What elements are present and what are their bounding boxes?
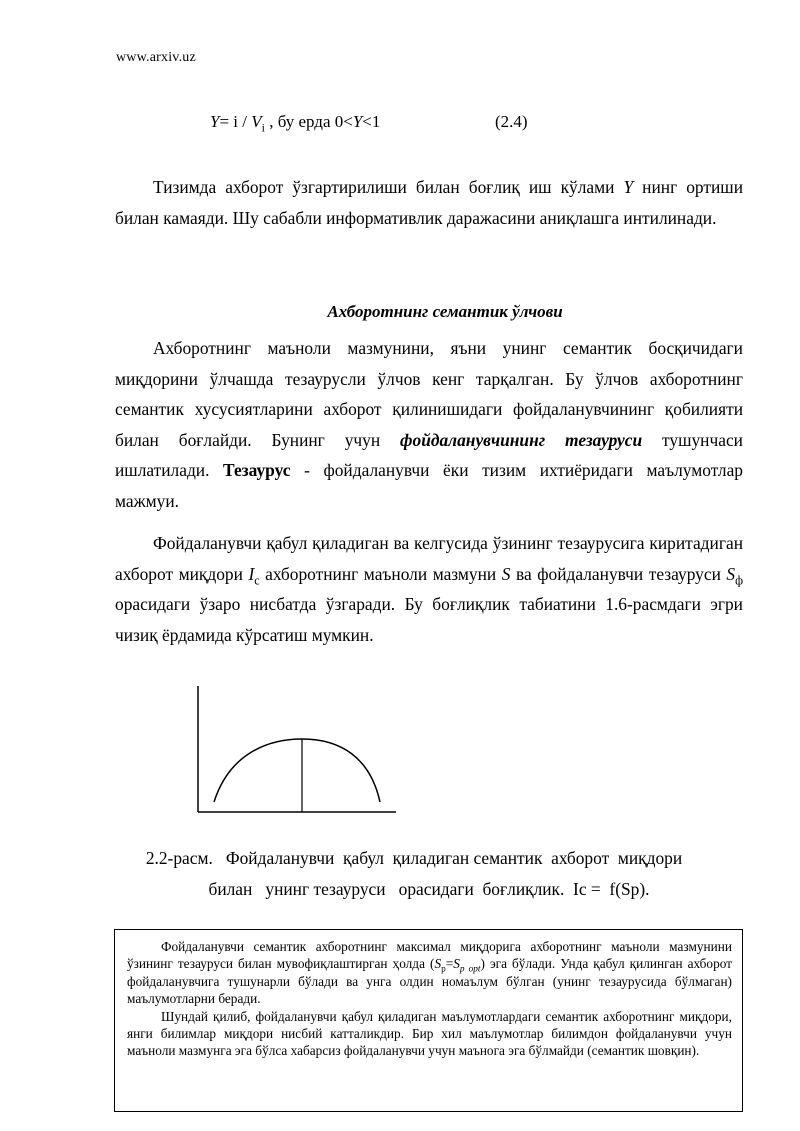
figure-curve [214,739,380,802]
intro-text-b: нинг ортиши билан камаяди. Шу сабабли информативлик даражасини аниқлашга интилинади. [115,177,744,228]
intro-y: Y [623,177,634,197]
formula-y: Y [210,112,220,131]
p2-sf: S [726,563,736,584]
formula-eq: = i / [219,112,252,131]
p2-ic-sub: c [254,573,260,588]
section-heading: Ахборотнинг семантик ўлчови [327,302,563,321]
formula-v: V [251,112,262,131]
formula-2-4 [210,112,528,135]
note-eq: = [445,956,454,972]
note-s-p-opt-sub: p opt [459,965,481,976]
note-s-p: S [434,956,442,972]
p2-text-b: ахборотнинг маъноли мазмуни [259,563,502,584]
p2-text-d: орасидаги ўзаро нисбатда ўзгаради. Бу боғлиқлик табиатини 1.6-расмдаги эгри чизиқ ёрдамида кўрсатиш мумкин. [115,594,743,645]
paragraph-thesaurus [115,333,743,517]
intro-paragraph [115,172,743,233]
p1-text-a: Ахборотнинг маъноли мазмунини, яъни унинг семантик босқичидаги миқдорини ўлчашда тезаурусли ўлчов кенг тарқалган. Бу ўлчов ахборотнинг семантик хусусиятларини ахборот қилинишидаги фойдаланувчининг қобилияти билан боғлайди. Бунинг учун [115,338,743,450]
p1-text-b: тушунчаси ишлатилади. [115,429,743,481]
note-box [114,929,743,1112]
p2-ic: I [248,563,255,584]
p2-text-a: Фойдаланувчи қабул қиладиган ва келгусида ўзининг тезаурусига киритадиган ахборот миқдори [115,533,743,584]
figure-caption-line-2: билан унинг тезауруси орасидаги боғлиқлик. Ic = f(Sp). [208,879,650,899]
formula-condition-suffix: <1 [362,112,381,131]
p2-s: S [501,563,511,584]
formula-v-sub: i [261,120,265,135]
figure-caption [115,843,743,905]
intro-text-a: Тизимда ахборот ўзгартирилиши билан боғлиқ иш кўлами [153,177,624,197]
p1-term-user-thesaurus: фойдаланувчининг тезауруси [400,429,643,450]
p2-text-c: ва фойдаланувчи тезауруси [510,563,727,584]
semantic-information-curve-figure [190,682,400,822]
note-p1-text-b: ) эга бўлади. Унда қабул қилинган ахборот фойдаланувчига тушунарли бўлади ва унга олдин номаълум бўлган (унинг тезаурусида бўлмаган) маълумотларни беради. [127,956,732,1007]
note-s-p-opt: S [453,956,460,972]
note-paragraph-1 [127,938,732,1008]
note-s-p-sub: p [441,965,446,976]
note-paragraph-2: Шундай қилиб, фойдаланувчи қабул қиладиган маълумотлардаги семантик ахборотнинг миқдори, янги билимлар миқдори нисбий катталикдир. Бир хил маълумотлар билимдон фойдаланувчи учун маъноли мазмунга эга бўлса хабарсиз фойдаланувчи учун маънога эга бўлмайди (семантик шовқин). [127,1008,732,1059]
site-header: www.arxiv.uz [116,50,196,65]
p1-term-thesaurus: Тезаурус [223,460,291,481]
paragraph-relation [115,528,743,650]
formula-condition-y: Y [352,112,363,131]
note-p1-text-a: Фойдаланувчи семантик ахборотнинг максимал миқдорига ахборотнинг маъноли мазмунини ўзининг тезауруси билан мувофиқлаштирган ҳолда ( [127,939,732,972]
equation-number: (2.4) [495,112,528,131]
formula-condition-prefix: , бу ерда 0< [264,112,353,131]
p1-text-c: - фойдаланувчи ёки тизим ихтиёридаги маълумотлар мажмуи. [115,460,743,511]
figure-caption-line-1: 2.2-расм. Фойдаланувчи қабул қиладиган семантик ахборот миқдори [145,848,683,868]
p2-sf-sub: ф [735,573,744,588]
